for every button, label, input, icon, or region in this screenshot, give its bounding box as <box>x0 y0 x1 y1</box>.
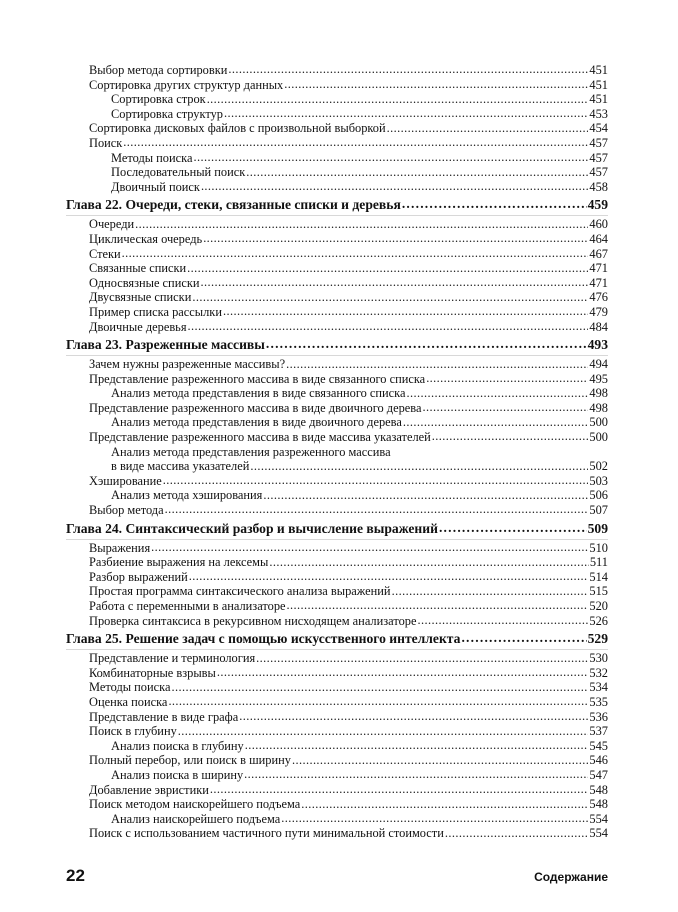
toc-entry[interactable] <box>66 401 608 416</box>
toc-entry-title: Двусвязные списки <box>89 290 192 305</box>
dot-leader <box>432 431 589 441</box>
dot-leader <box>135 218 588 228</box>
toc-entry-page: 514 <box>589 569 608 584</box>
dot-leader <box>189 571 589 581</box>
page-number: 22 <box>66 866 85 885</box>
toc-entry-page: 476 <box>589 290 608 305</box>
toc-entry[interactable] <box>66 488 608 503</box>
toc-entry-page: 507 <box>589 503 608 518</box>
dot-leader <box>387 122 589 132</box>
toc-entry-continuation[interactable] <box>66 459 608 474</box>
toc-entry-page: 554 <box>589 826 608 841</box>
toc-entry-page: 510 <box>589 540 608 555</box>
toc-chapter-page: 529 <box>587 631 608 647</box>
toc-entry-page: 498 <box>589 400 608 415</box>
dot-leader <box>210 784 589 794</box>
toc-entry-page: 464 <box>589 231 608 246</box>
toc-entry-title: Анализ метода представления разреженного массива <box>111 444 391 459</box>
dot-leader <box>192 291 588 301</box>
toc-chapter-page: 509 <box>587 520 608 536</box>
toc-entry[interactable] <box>66 555 608 570</box>
dot-leader <box>203 233 588 243</box>
dot-leader <box>171 681 588 691</box>
toc-entry-title: Сортировка строк <box>111 92 206 107</box>
dot-leader <box>402 197 587 209</box>
dot-leader <box>188 321 589 331</box>
toc-entry[interactable] <box>66 121 608 136</box>
dot-leader <box>168 696 588 706</box>
toc-entry[interactable] <box>66 372 608 387</box>
toc-entry-page: 500 <box>589 430 608 445</box>
toc-entry[interactable] <box>66 503 608 518</box>
toc-entry[interactable] <box>66 541 608 556</box>
toc-entry-title: Связанные списки <box>89 261 187 276</box>
toc-entry-title: Добавление эвристики <box>89 782 209 797</box>
dot-leader <box>228 64 588 74</box>
toc-entry-title: Представление разреженного массива в виде массива указателей <box>89 430 431 445</box>
toc-entry[interactable] <box>66 217 608 232</box>
toc-entry-page: 506 <box>589 488 608 503</box>
toc-entry-title: Сортировка других структур данных <box>89 77 284 92</box>
toc-entry-title: Поиск методом наискорейшего подъема <box>89 797 301 812</box>
toc-entry-page: 530 <box>589 651 608 666</box>
dot-leader <box>417 615 588 625</box>
dot-leader <box>151 542 588 552</box>
toc-chapter-title: Глава 23. Разреженные массивы <box>66 337 265 353</box>
toc-entry[interactable] <box>66 783 608 798</box>
toc-entry[interactable] <box>66 570 608 585</box>
toc-entry-page: 457 <box>589 135 608 150</box>
toc-entry-page: 457 <box>589 165 608 180</box>
toc-entry-page: 467 <box>589 246 608 261</box>
toc-entry-page: 458 <box>589 179 608 194</box>
dot-leader <box>263 489 588 499</box>
toc-entry-page: 548 <box>589 782 608 797</box>
toc-entry-page: 546 <box>589 753 608 768</box>
toc-entry-page: 498 <box>589 386 608 401</box>
toc-entry-title: Зачем нужны разреженные массивы? <box>89 357 286 372</box>
toc-chapter-title: Глава 24. Синтаксический разбор и вычисление выражений <box>66 520 438 536</box>
toc-entry[interactable] <box>66 92 608 107</box>
toc-entry-title: Работа с переменными в анализаторе <box>89 599 286 613</box>
toc-entry[interactable] <box>66 739 608 754</box>
toc-entry[interactable] <box>66 724 608 739</box>
toc-entry-page: 451 <box>589 77 608 92</box>
toc-entry[interactable] <box>66 614 608 629</box>
toc-entry[interactable] <box>66 415 608 430</box>
dot-leader <box>239 711 588 721</box>
toc-entry[interactable] <box>66 474 608 489</box>
dot-leader <box>246 166 588 176</box>
toc-entry-title: Методы поиска <box>89 680 171 695</box>
dot-leader <box>281 813 588 823</box>
toc-entry[interactable] <box>66 680 608 695</box>
dot-leader <box>224 108 588 118</box>
toc-entry-title: Методы поиска <box>111 150 193 165</box>
toc-entry-title: Оценка поиска <box>89 694 168 709</box>
toc-entry-title: Представление разреженного массива в виде связанного списка <box>89 371 426 386</box>
toc-entry[interactable] <box>66 107 608 122</box>
dot-leader <box>187 262 588 272</box>
toc-entry-title: Поиск в глубину <box>89 724 177 739</box>
dot-leader <box>223 306 588 316</box>
toc-entry[interactable] <box>66 136 608 151</box>
chapter-separator <box>66 649 608 650</box>
toc-entry-page: 502 <box>589 459 608 474</box>
dot-leader <box>403 416 589 426</box>
dot-leader <box>407 387 589 397</box>
dot-leader <box>201 181 588 191</box>
toc-entry[interactable] <box>66 180 608 195</box>
toc-entry[interactable] <box>66 445 608 460</box>
dot-leader <box>256 652 588 662</box>
toc-entry[interactable] <box>66 232 608 247</box>
toc-entry-title: Выбор метода сортировки <box>89 63 228 77</box>
dot-leader <box>122 248 589 258</box>
toc-entry-title: Проверка синтаксиса в рекурсивном нисходящем анализаторе <box>89 613 417 628</box>
dot-leader <box>207 93 589 103</box>
toc-entry-title: Поиск с использованием частичного пути минимальной стоимости <box>89 826 444 841</box>
dot-leader <box>163 475 589 485</box>
toc-entry[interactable] <box>66 320 608 335</box>
dot-leader <box>193 152 588 162</box>
toc-entry-title: Двоичный поиск <box>111 179 200 194</box>
toc-entry-page: 453 <box>589 106 608 121</box>
toc-entry-title: Очереди <box>89 217 135 232</box>
toc-entry[interactable] <box>66 247 608 262</box>
toc-entry-page: 554 <box>589 811 608 826</box>
table-of-contents <box>66 63 608 841</box>
toc-entry-page: 451 <box>589 63 608 77</box>
toc-entry-page: 484 <box>589 319 608 334</box>
dot-leader <box>244 769 588 779</box>
chapter-separator <box>66 539 608 540</box>
toc-entry-title: Анализ поиска в ширину <box>111 767 244 782</box>
toc-entry[interactable] <box>66 584 608 599</box>
toc-entry-title: Поиск <box>89 135 123 150</box>
toc-chapter[interactable] <box>66 335 608 354</box>
toc-entry[interactable] <box>66 151 608 166</box>
toc-entry-title: Простая программа синтаксического анализа выражений <box>89 584 391 599</box>
dot-leader <box>284 79 588 89</box>
toc-entry[interactable] <box>66 710 608 725</box>
toc-entry[interactable] <box>66 812 608 827</box>
toc-entry[interactable] <box>66 826 608 841</box>
toc-entry-title: Анализ метода хэширования <box>111 488 263 503</box>
toc-entry-title: Стеки <box>89 246 121 261</box>
toc-entry-page: 460 <box>589 217 608 232</box>
dot-leader <box>269 556 589 566</box>
toc-entry-page: 545 <box>589 738 608 753</box>
toc-entry-title: Сортировка дисковых файлов с произвольной выборкой <box>89 121 386 136</box>
toc-entry-title: Выбор метода <box>89 503 164 518</box>
toc-entry[interactable] <box>66 290 608 305</box>
toc-entry-page: 500 <box>589 415 608 430</box>
toc-entry-title: Пример списка рассылки <box>89 304 222 319</box>
page-footer <box>66 866 608 888</box>
chapter-separator <box>66 215 608 216</box>
toc-entry-page: 471 <box>589 261 608 276</box>
toc-entry-title: Разбор выражений <box>89 569 188 584</box>
toc-entry-title: Односвязные списки <box>89 275 200 290</box>
toc-entry-title: Последовательный поиск <box>111 165 246 180</box>
dot-leader <box>423 402 589 412</box>
toc-entry-title: Полный перебор, или поиск в ширину <box>89 753 291 768</box>
toc-entry-page: 534 <box>589 680 608 695</box>
toc-entry[interactable] <box>66 305 608 320</box>
dot-leader <box>123 137 588 147</box>
toc-entry-title: Разбиение выражения на лексемы <box>89 555 269 570</box>
running-title: Содержание <box>534 870 608 884</box>
toc-entry-title: Двоичные деревья <box>89 319 187 334</box>
toc-entry-title: Хэширование <box>89 473 162 488</box>
toc-entry[interactable] <box>66 599 608 614</box>
dot-leader <box>301 798 588 808</box>
toc-entry-page: 451 <box>589 92 608 107</box>
toc-entry-page: 479 <box>589 304 608 319</box>
toc-entry[interactable] <box>66 695 608 710</box>
toc-entry-title: Анализ метода представления в виде связанного списка <box>111 386 406 401</box>
toc-entry-title: Анализ наискорейшего подъема <box>111 811 281 826</box>
toc-entry-title: Циклическая очередь <box>89 231 203 246</box>
dot-leader <box>217 667 589 677</box>
toc-entry[interactable] <box>66 386 608 401</box>
dot-leader <box>287 600 589 610</box>
toc-entry[interactable] <box>66 666 608 681</box>
toc-entry-page: 532 <box>589 665 608 680</box>
toc-entry-page: 520 <box>589 599 608 613</box>
toc-entry-page: 457 <box>589 150 608 165</box>
toc-entry-page: 536 <box>589 709 608 724</box>
toc-entry[interactable] <box>66 165 608 180</box>
toc-entry-title: Выражения <box>89 540 151 555</box>
toc-entry[interactable] <box>66 651 608 666</box>
toc-entry[interactable] <box>66 797 608 812</box>
toc-entry-title: Представление в виде графа <box>89 709 239 724</box>
toc-entry-title: Сортировка структур <box>111 106 223 121</box>
toc-entry[interactable] <box>66 276 608 291</box>
toc-entry[interactable] <box>66 357 608 372</box>
toc-entry[interactable] <box>66 261 608 276</box>
toc-chapter[interactable] <box>66 629 608 648</box>
chapter-separator <box>66 355 608 356</box>
dot-leader <box>286 358 588 368</box>
toc-chapter-page: 493 <box>587 337 608 353</box>
dot-leader <box>250 460 588 470</box>
toc-entry-page: 548 <box>589 797 608 812</box>
toc-chapter-title: Глава 25. Решение задач с помощью искусственного интеллекта <box>66 631 461 647</box>
dot-leader <box>461 631 586 643</box>
toc-entry-title: Представление разреженного массива в виде двоичного дерева <box>89 400 422 415</box>
toc-chapter[interactable] <box>66 195 608 214</box>
dot-leader <box>165 504 589 514</box>
dot-leader <box>392 585 589 595</box>
toc-entry-title: Комбинаторные взрывы <box>89 665 216 680</box>
toc-entry-page: 494 <box>589 357 608 372</box>
toc-entry[interactable] <box>66 430 608 445</box>
toc-entry-title: Анализ метода представления в виде двоичного дерева <box>111 415 402 430</box>
toc-entry[interactable] <box>66 63 608 78</box>
toc-entry[interactable] <box>66 78 608 93</box>
toc-entry-title: Представление и терминология <box>89 651 256 666</box>
dot-leader <box>200 277 588 287</box>
toc-entry-page: 495 <box>589 371 608 386</box>
dot-leader <box>292 754 588 764</box>
toc-entry-title-continuation: в виде массива указателей <box>111 459 250 474</box>
toc-entry[interactable] <box>66 768 608 783</box>
toc-entry-page: 471 <box>589 275 608 290</box>
toc-entry-page: 515 <box>589 584 608 599</box>
toc-entry-title: Анализ поиска в глубину <box>111 738 244 753</box>
toc-entry-page: 535 <box>589 694 608 709</box>
dot-leader <box>266 337 587 349</box>
toc-chapter-title: Глава 22. Очереди, стеки, связанные списки и деревья <box>66 197 401 213</box>
toc-entry-page: 526 <box>589 613 608 628</box>
toc-chapter-page: 459 <box>587 197 608 213</box>
toc-entry-page: 503 <box>589 473 608 488</box>
toc-entry-page: 537 <box>589 724 608 739</box>
toc-entry-page: 547 <box>589 767 608 782</box>
dot-leader <box>178 725 589 735</box>
toc-entry-page: 454 <box>589 121 608 136</box>
toc-entry[interactable] <box>66 753 608 768</box>
toc-chapter[interactable] <box>66 519 608 538</box>
dot-leader <box>245 740 589 750</box>
dot-leader <box>445 827 589 837</box>
dot-leader <box>426 373 588 383</box>
toc-entry-page: 511 <box>589 555 608 570</box>
dot-leader <box>439 521 587 533</box>
